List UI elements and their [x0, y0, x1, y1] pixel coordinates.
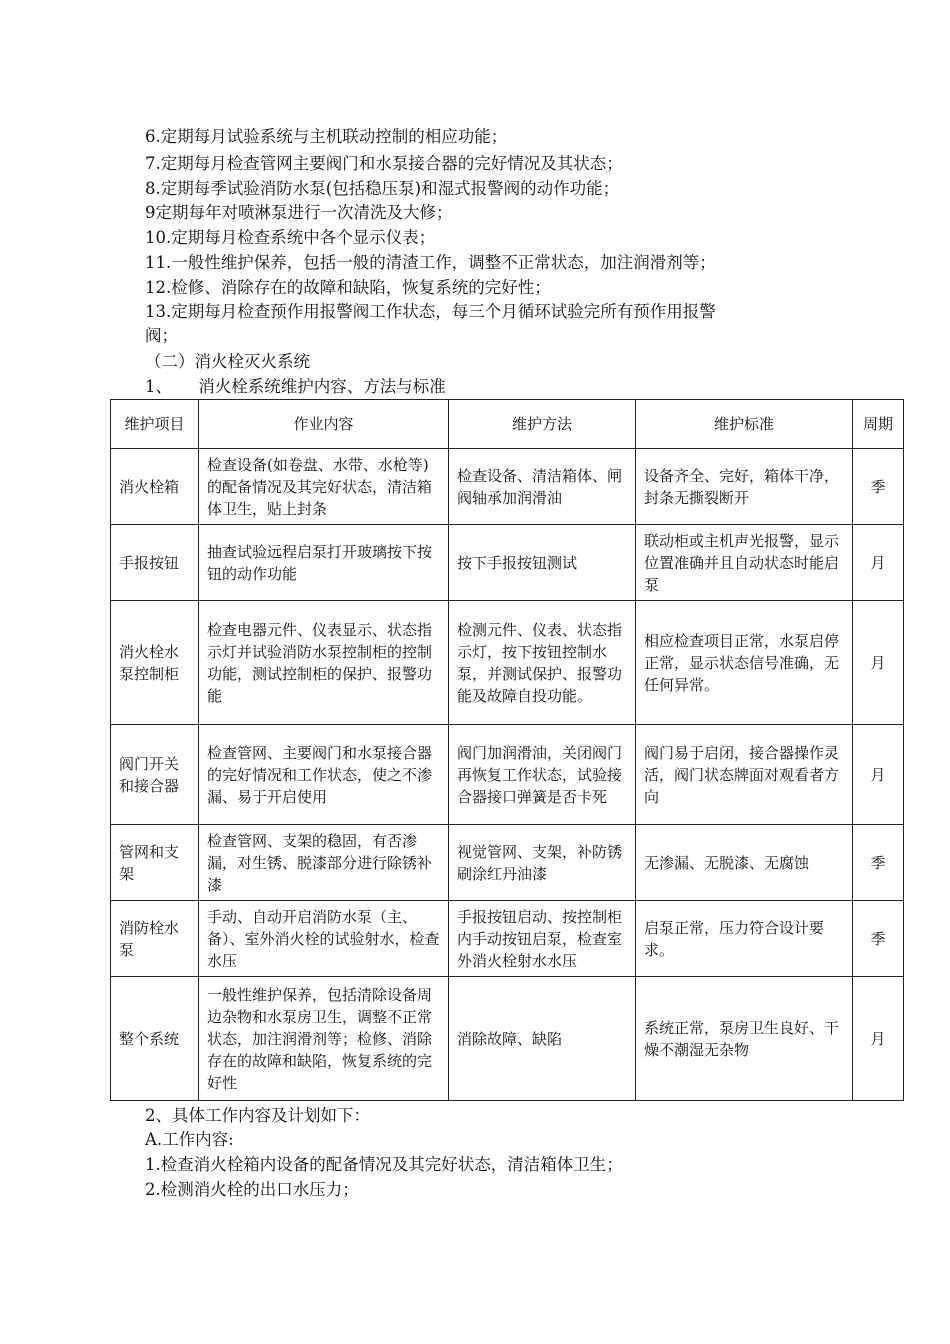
- cell-standard: 启泵正常，压力符合设计要求。: [636, 901, 853, 977]
- table-row: [111, 825, 904, 901]
- cell-item: 阀门开关和接合器: [111, 725, 199, 825]
- cell-standard: 联动柜或主机声光报警，显示位置准确并且自动状态时能启泵: [636, 525, 853, 601]
- cell-period: 月: [853, 601, 904, 725]
- intro-line: 13.定期每月检查预作用报警阀工作状态，每三个月循环试验完所有预作用报警: [145, 302, 716, 321]
- cell-method: 检测元件、仪表、状态指示灯，按下按钮控制水泵，并测试保护、报警功能及故障自投功能。: [449, 601, 636, 725]
- cell-method: 按下手报按钮测试: [449, 525, 636, 601]
- table-row: [111, 977, 904, 1101]
- cell-method: 消除故障、缺陷: [449, 977, 636, 1101]
- intro-line: 7.定期每月检查管网主要阀门和水泵接合器的完好情况及其状态；: [145, 154, 623, 173]
- cell-standard: 无渗漏、无脱漆、无腐蚀: [636, 825, 853, 901]
- table-header-row: [111, 400, 904, 449]
- header-item: 维护项目: [111, 400, 199, 449]
- cell-item: 整个系统: [111, 977, 199, 1101]
- cell-period: 季: [853, 901, 904, 977]
- cell-item: 消火栓箱: [111, 449, 199, 525]
- cell-period: 月: [853, 725, 904, 825]
- cell-period: 季: [853, 825, 904, 901]
- subsection-title: 1、 消火栓系统维护内容、方法与标准: [145, 377, 446, 396]
- maintenance-table: [110, 399, 904, 1101]
- header-content: 作业内容: [199, 400, 449, 449]
- table-row: [111, 901, 904, 977]
- cell-item: 消防栓水泵: [111, 901, 199, 977]
- cell-standard: 相应检查项目正常，水泵启停正常，显示状态信号准确，无任何异常。: [636, 601, 853, 725]
- table-row: [111, 725, 904, 825]
- table-row: [111, 601, 904, 725]
- cell-period: 月: [853, 525, 904, 601]
- intro-line: 阀；: [145, 326, 178, 345]
- header-method: 维护方法: [449, 400, 636, 449]
- cell-method: 阀门加润滑油，关闭阀门再恢复工作状态，试验接合器接口弹簧是否卡死: [449, 725, 636, 825]
- table-row: [111, 525, 904, 601]
- cell-period: 季: [853, 449, 904, 525]
- cell-content: 一般性维护保养，包括清除设备周边杂物和水泵房卫生，调整不正常状态，加注润滑剂等；检修、消除存在的故障和缺陷，恢复系统的完好性: [199, 977, 449, 1101]
- cell-item: 管网和支架: [111, 825, 199, 901]
- cell-standard: 系统正常，泵房卫生良好、干燥不潮湿无杂物: [636, 977, 853, 1101]
- cell-content: 检查设备(如卷盘、水带、水枪等)的配备情况及其完好状态，清洁箱体卫生，贴上封条: [199, 449, 449, 525]
- intro-line: 11.一般性维护保养，包括一般的清渣工作，调整不正常状态，加注润滑剂等；: [145, 253, 716, 272]
- intro-line: 6.定期每月试验系统与主机联动控制的相应功能；: [145, 127, 508, 146]
- cell-method: 手报按钮启动、按控制柜内手动按钮启泵，检查室外消火栓射水水压: [449, 901, 636, 977]
- cell-standard: 设备齐全、完好，箱体干净，封条无撕裂断开: [636, 449, 853, 525]
- cell-method: 检查设备、清洁箱体、闸阀轴承加润滑油: [449, 449, 636, 525]
- cell-content: 检查管网、支架的稳固，有否渗漏，对生锈、脱漆部分进行除锈补漆: [199, 825, 449, 901]
- cell-method: 视觉管网、支架，补防锈刷涂红丹油漆: [449, 825, 636, 901]
- outro-line: 1.检查消火栓箱内设备的配备情况及其完好状态，清洁箱体卫生；: [145, 1155, 623, 1174]
- cell-standard: 阀门易于启闭，接合器操作灵活，阀门状态牌面对观看者方向: [636, 725, 853, 825]
- outro-line: 2.检测消火栓的出口水压力；: [145, 1180, 359, 1199]
- outro-line: A.工作内容:: [145, 1130, 234, 1149]
- cell-item: 消火栓水泵控制柜: [111, 601, 199, 725]
- header-period: 周期: [853, 400, 904, 449]
- cell-content: 抽查试验远程启泵打开玻璃按下按钮的动作功能: [199, 525, 449, 601]
- section-title: （二）消火栓灭火系统: [145, 352, 310, 371]
- cell-content: 手动、自动开启消防水泵（主、备）、室外消火栓的试验射水，检查水压: [199, 901, 449, 977]
- intro-line: 10.定期每月检查系统中各个显示仪表；: [145, 228, 436, 247]
- outro-line: 2、具体工作内容及计划如下：: [145, 1106, 370, 1125]
- table-row: [111, 449, 904, 525]
- header-standard: 维护标准: [636, 400, 853, 449]
- intro-line: 9定期每年对喷淋泵进行一次清洗及大修；: [145, 203, 453, 222]
- cell-item: 手报按钮: [111, 525, 199, 601]
- intro-line: 8.定期每季试验消防水泵(包括稳压泵)和湿式报警阀的动作功能；: [145, 179, 620, 198]
- intro-line: 12.检修、消除存在的故障和缺陷，恢复系统的完好性；: [145, 278, 551, 297]
- cell-content: 检查管网、主要阀门和水泵接合器的完好情况和工作状态，使之不渗漏、易于开启使用: [199, 725, 449, 825]
- cell-period: 月: [853, 977, 904, 1101]
- cell-content: 检查电器元件、仪表显示、状态指示灯并试验消防水泵控制柜的控制功能，测试控制柜的保护、报警功能: [199, 601, 449, 725]
